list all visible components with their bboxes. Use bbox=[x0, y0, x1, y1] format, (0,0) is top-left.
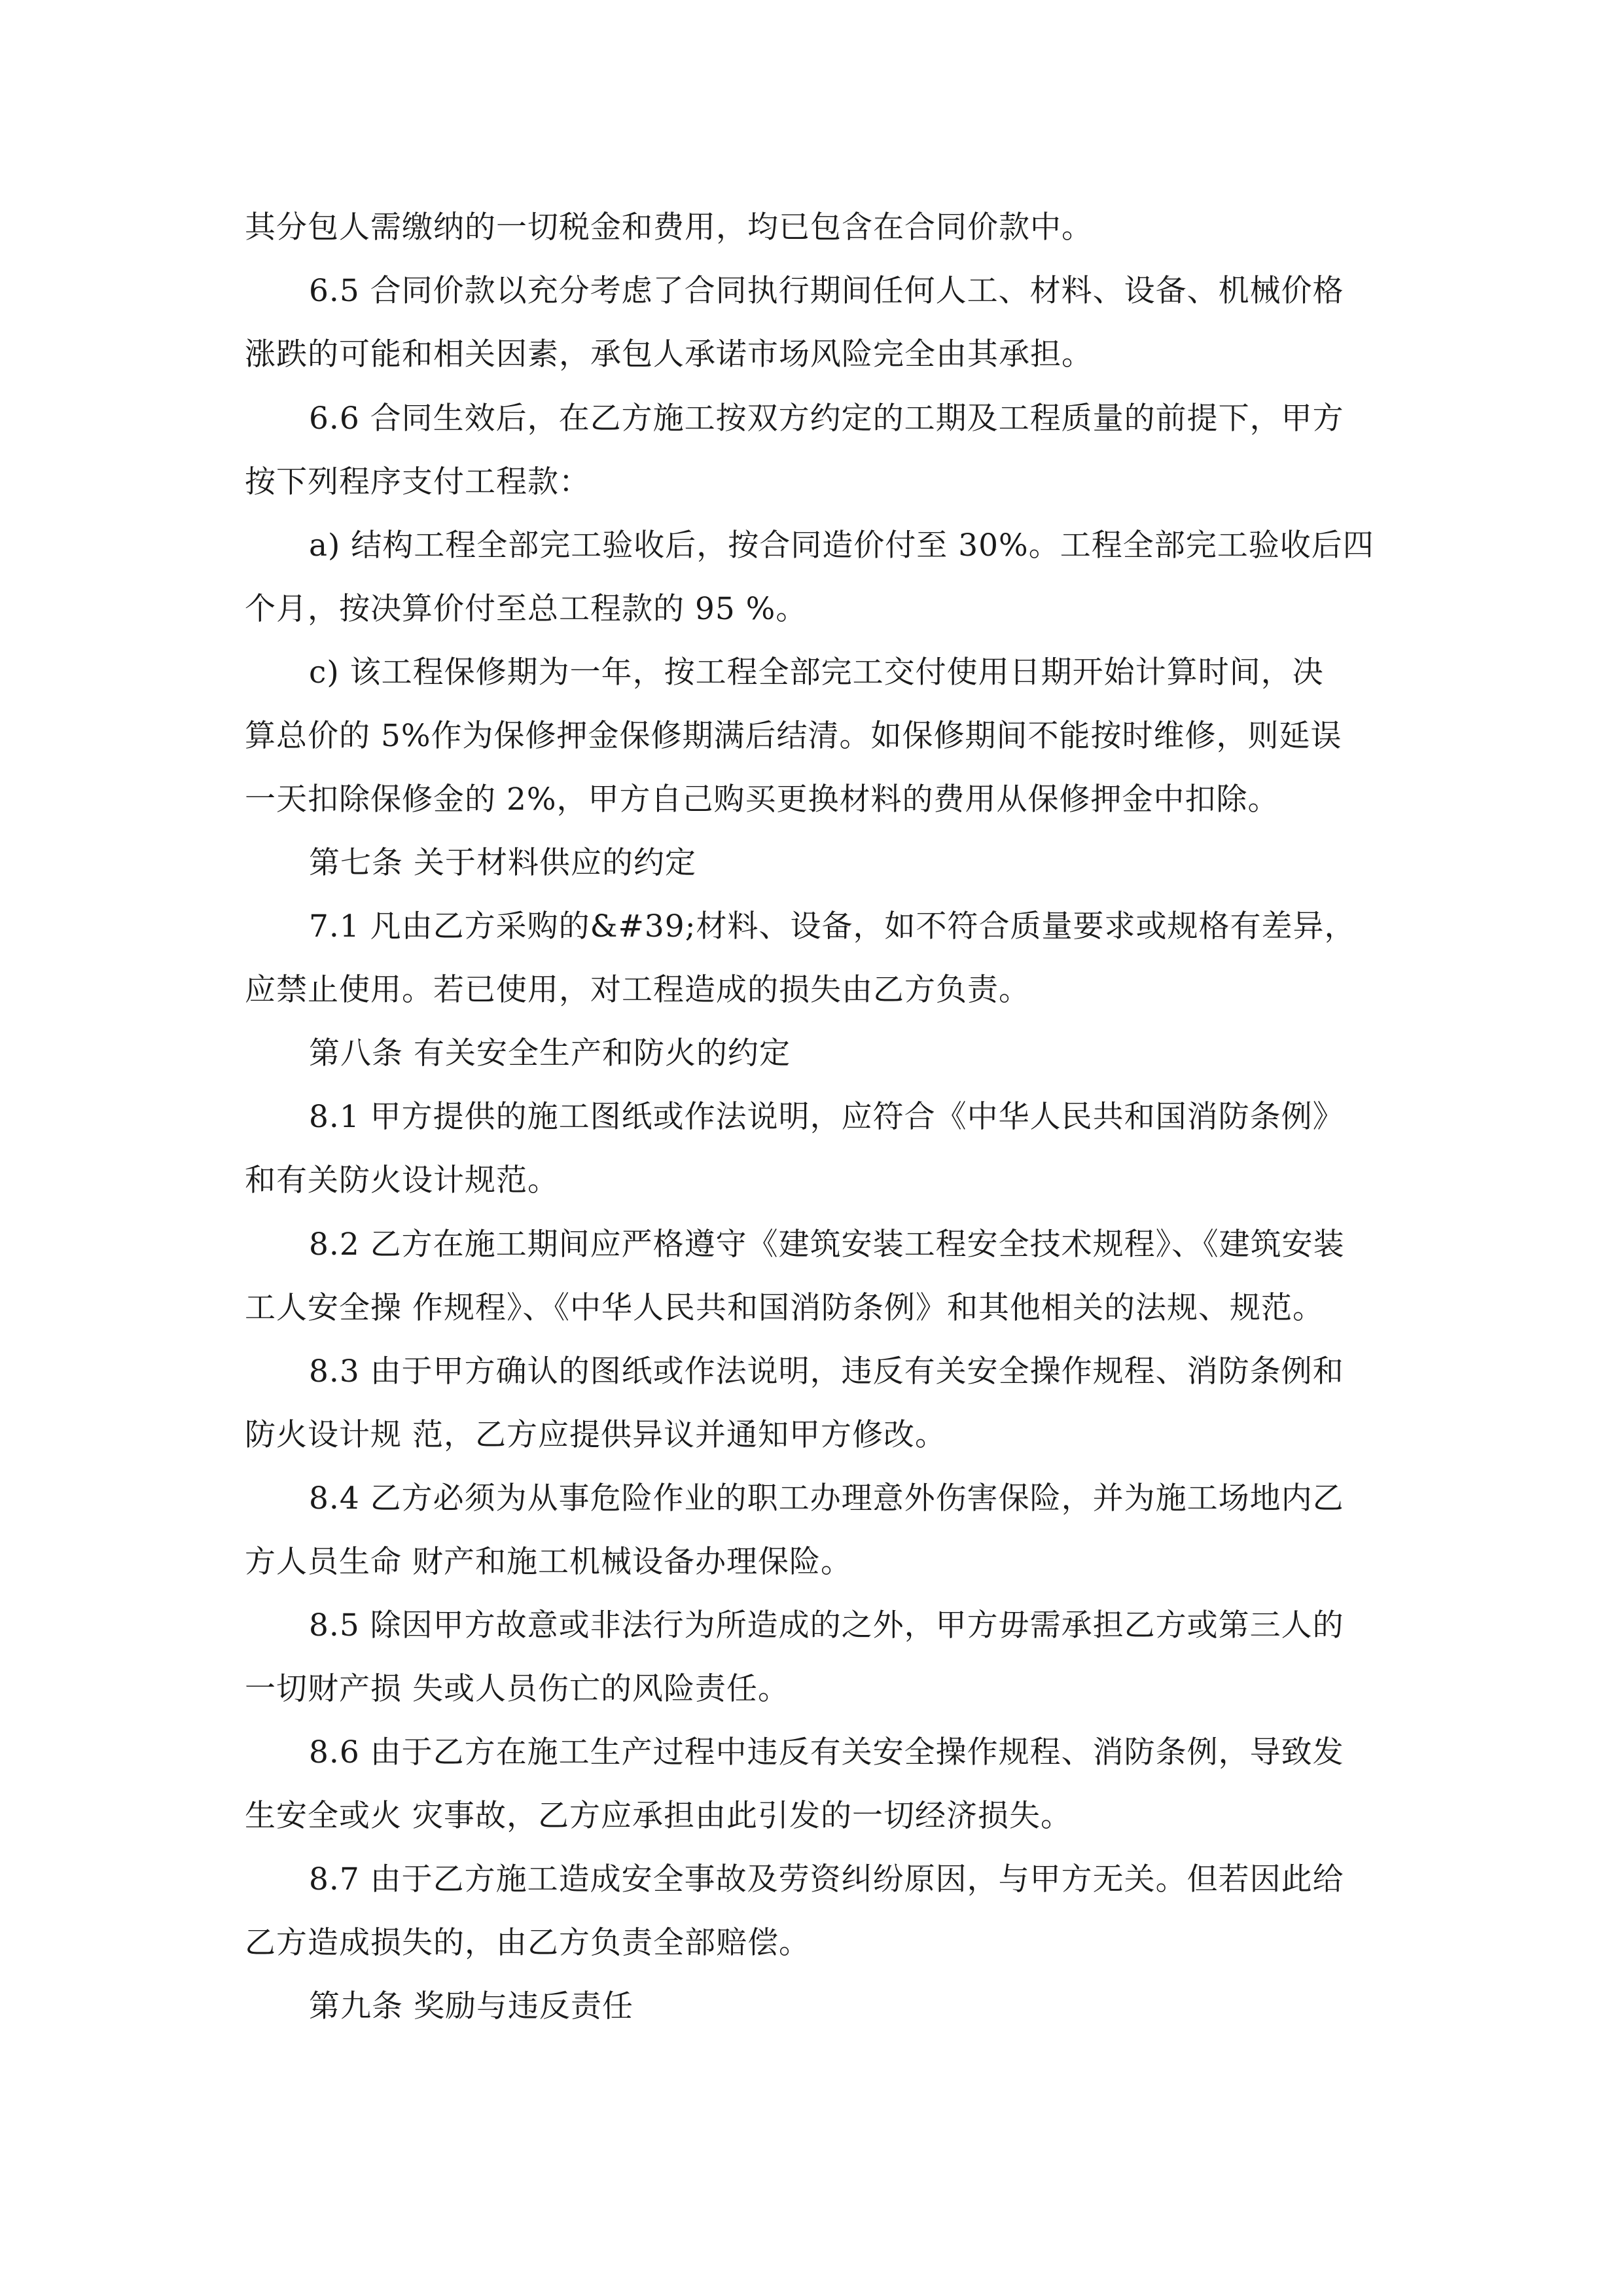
text-line: 乙方造成损失的，由乙方负责全部赔偿。 bbox=[245, 1925, 810, 1961]
text-line: 6.5 合同价款以充分考虑了合同执行期间任何人工、材料、设备、机械价格 bbox=[309, 273, 1344, 309]
section-heading: 第九条 奖励与违反责任 bbox=[309, 1988, 633, 2024]
text-line: a) 结构工程全部完工验收后，按合同造价付至 30%。工程全部完工验收后四 bbox=[309, 528, 1374, 564]
text-line: 8.4 乙方必须为从事危险作业的职工办理意外伤害保险，并为施工场地内乙 bbox=[309, 1480, 1344, 1516]
section-heading: 第八条 有关安全生产和防火的约定 bbox=[309, 1035, 791, 1071]
text-line: 算总价的 5%作为保修押金保修期满后结清。如保修期间不能按时维修，则延误 bbox=[245, 718, 1342, 754]
text-line: c) 该工程保修期为一年，按工程全部完工交付使用日期开始计算时间，决 bbox=[309, 655, 1324, 691]
text-line: 防火设计规 范，乙方应提供异议并通知甲方修改。 bbox=[245, 1417, 946, 1453]
text-line: 个月，按决算价付至总工程款的 95 %。 bbox=[245, 591, 808, 627]
text-line: 8.2 乙方在施工期间应严格遵守《建筑安装工程安全技术规程》、《建筑安装 bbox=[309, 1227, 1345, 1263]
text-line: 7.1 凡由乙方采购的&#39;材料、设备，如不符合质量要求或规格有差异， bbox=[309, 908, 1356, 944]
text-line: 生安全或火 灾事故，乙方应承担由此引发的一切经济损失。 bbox=[245, 1798, 1072, 1834]
text-line: 方人员生命 财产和施工机械设备办理保险。 bbox=[245, 1544, 852, 1580]
text-line: 8.1 甲方提供的施工图纸或作法说明，应符合《中华人民共和国消防条例》 bbox=[309, 1099, 1344, 1135]
text-line: 和有关防火设计规范。 bbox=[245, 1162, 559, 1198]
text-line: 应禁止使用。若已使用，对工程造成的损失由乙方负责。 bbox=[245, 972, 1030, 1008]
text-line: 6.6 合同生效后，在乙方施工按双方约定的工期及工程质量的前提下，甲方 bbox=[309, 401, 1344, 437]
text-line: 一切财产损 失或人员伤亡的风险责任。 bbox=[245, 1671, 789, 1707]
section-heading: 第七条 关于材料供应的约定 bbox=[309, 845, 696, 881]
text-line: 其分包人需缴纳的一切税金和费用，均已包含在合同价款中。 bbox=[245, 209, 1093, 245]
text-line: 按下列程序支付工程款： bbox=[245, 464, 590, 500]
text-line: 一天扣除保修金的 2%，甲方自己购买更换材料的费用从保修押金中扣除。 bbox=[245, 781, 1279, 817]
text-line: 8.6 由于乙方在施工生产过程中违反有关安全操作规程、消防条例，导致发 bbox=[309, 1734, 1344, 1770]
text-line: 涨跌的可能和相关因素，承包人承诺市场风险完全由其承担。 bbox=[245, 336, 1093, 372]
text-line: 8.7 由于乙方施工造成安全事故及劳资纠纷原因，与甲方无关。但若因此给 bbox=[309, 1861, 1344, 1897]
text-line: 8.3 由于甲方确认的图纸或作法说明，违反有关安全操作规程、消防条例和 bbox=[309, 1354, 1344, 1390]
text-line: 8.5 除因甲方故意或非法行为所造成的之外，甲方毋需承担乙方或第三人的 bbox=[309, 1607, 1344, 1643]
text-line: 工人安全操 作规程》、《中华人民共和国消防条例》和其他相关的法规、规范。 bbox=[245, 1290, 1324, 1326]
